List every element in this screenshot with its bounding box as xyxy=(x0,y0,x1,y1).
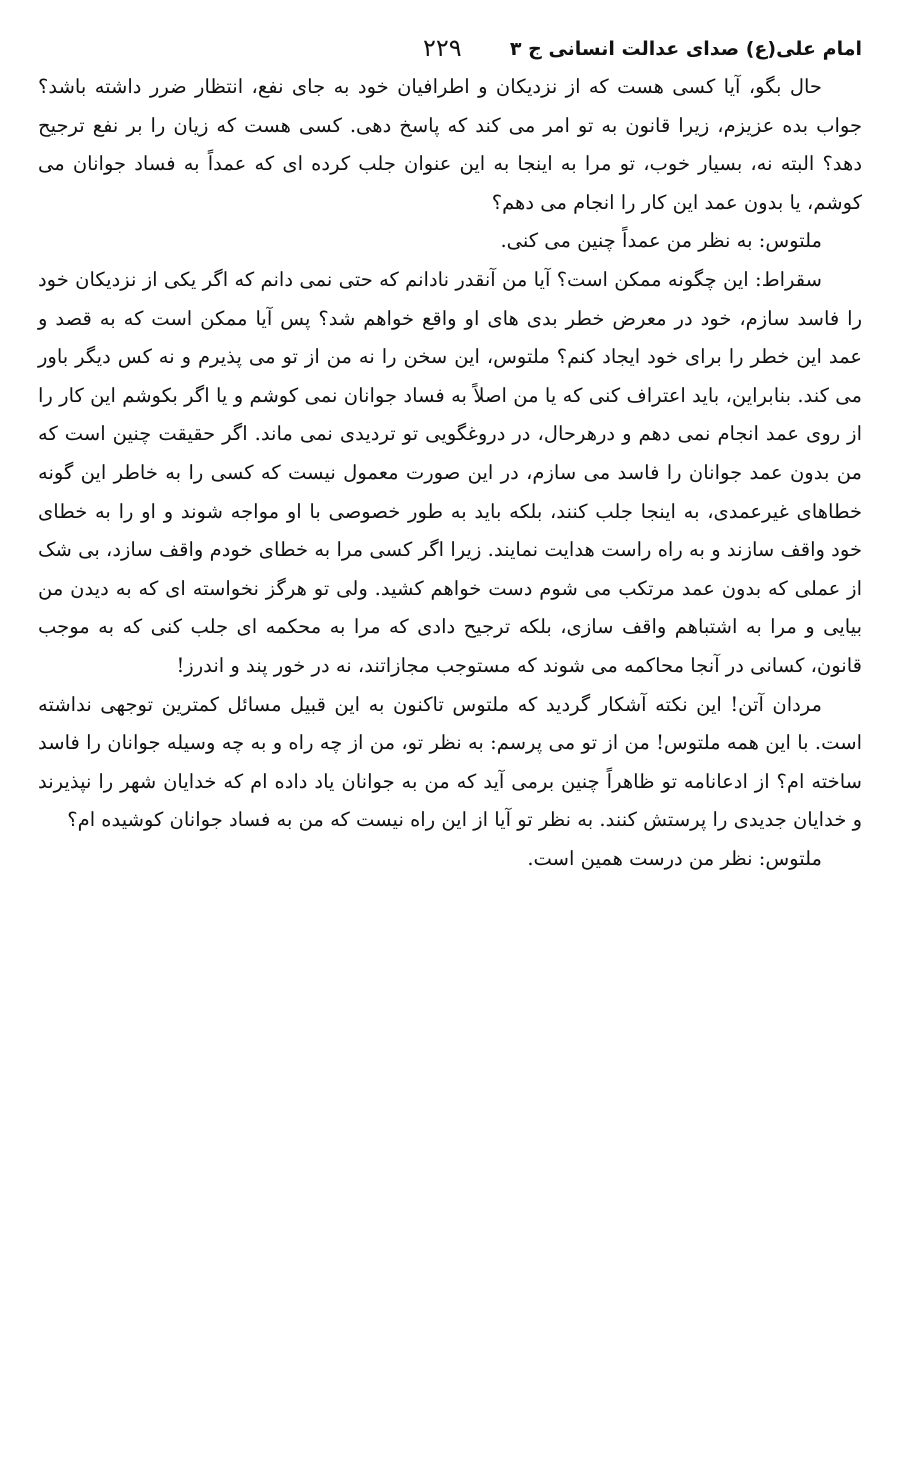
body-text xyxy=(38,68,862,878)
document-page xyxy=(38,28,862,1468)
running-title: امام علی(ع) صدای عدالت انسانی ج ۳ xyxy=(509,38,862,60)
page-header xyxy=(38,28,862,68)
paragraph-men-of-athens: مردان آتن! این نکته آشکار گردید که ملتوس تاکنون به این قبیل مسائل کمترین توجهی نداشته است. با این همه ملتوس! من از تو می پرسم: به نظر تو، من از چه راه و به چه وسیله جوانان را فاسد ساخته ام؟ از ادعانامه تو ظاهراً چنین برمی آید که من به جوانان یاد داده ام که خدایان شهر را نپذیرند و خدایان جدیدی را پرستش کنند. به نظر تو آیا از این راه نیست که من به فساد جوانان کوشیده ام؟ xyxy=(38,692,862,832)
paragraph-meletus-final: ملتوس: نظر من درست همین است. xyxy=(527,846,822,870)
paragraph-meletus-reply: ملتوس: به نظر من عمداً چنین می کنی. xyxy=(500,229,822,253)
page-number: ۲۲۹ xyxy=(423,34,462,62)
paragraph-socrates-question: حال بگو، آیا کسی هست که از نزدیکان و اطرافیان خود به جای نفع، انتظار ضرر داشته باشد؟ جواب بده عزیزم، زیرا قانون به تو امر می کند که پاسخ دهی. کسی هست که زیان را بر نفع ترجیح دهد؟ البته نه، بسیار خوب، تو مرا به اینجا به این عنوان جلب کرده ای که عمداً به فساد جوانان می کوشم، یا بدون عمد این کار را انجام می دهم؟ xyxy=(38,75,862,214)
paragraph-socrates-argument: سقراط: این چگونه ممکن است؟ آیا من آنقدر نادانم که حتی نمی دانم که اگر یکی از نزدیکان خود را فاسد سازم، خود در معرض خطر بدی های او واقع خواهم شد؟ پس آیا ممکن است که به قصد و عمد این خطر را برای خود ایجاد کنم؟ ملتوس، این سخن را نه من از تو می پذیرم و نه کس دیگر باور می کند. بنابراین، باید اعتراف کنی که یا من اصلاً به فساد جوانان نمی کوشم و یا اگر بکوشم این کار را از روی عمد انجام نمی دهم و درهرحال، در دروغگویی تو تردیدی نمی ماند. اگر حقیقت چنین است که من بدون عمد جوانان را فاسد می سازم، در این صورت معمول نیست که کسی را به خاطر این گونه خطاهای غیرعمدی، به اینجا جلب کنند، بلکه باید به طور خصوصی با او مواجه شوند و او را به خطای خود واقف سازند و به راه راست هدایت نمایند. زیرا اگر کسی مرا به خطای خودم واقف سازد، بی شک از عملی که بدون عمد مرتکب می شوم دست خواهم کشید. ولی تو هرگز نخواسته ای که به دیدن من بیایی و مرا به اشتباهم واقف سازی، بلکه ترجیح دادی که مرا به محکمه ای جلب کنی که به موجب قانون، کسانی در آنجا محاکمه می شوند که مستوجب مجازاتند، نه در خور پند و اندرز! xyxy=(38,267,862,677)
